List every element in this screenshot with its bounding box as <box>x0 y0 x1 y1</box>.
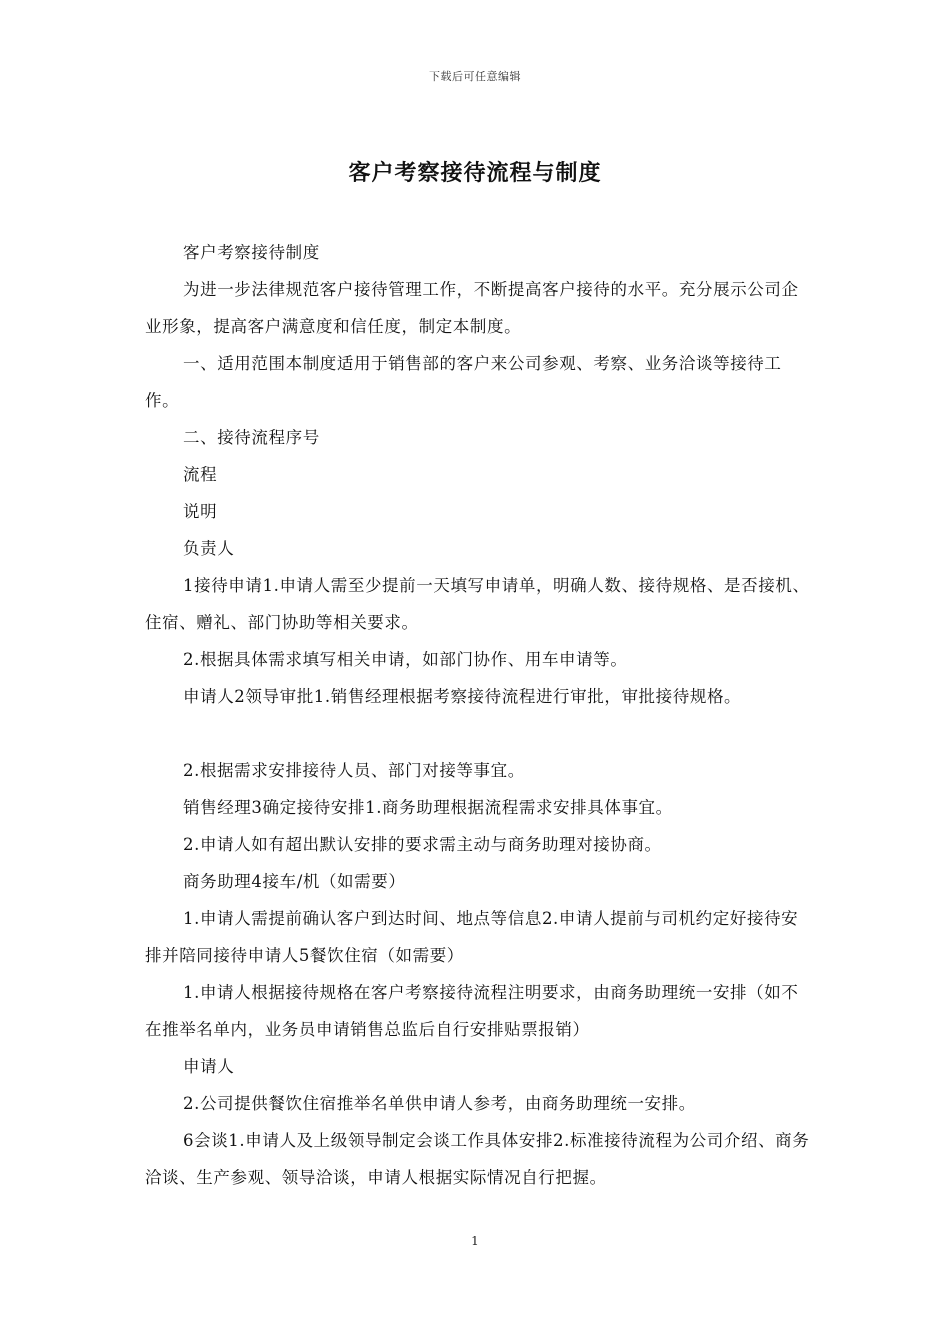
paragraph: 申请人 <box>183 1057 235 1076</box>
paragraph: 6会谈1.申请人及上级领导制定会谈工作具体安排2.标准接待流程为公司介绍、商务洽谈、生产参观、领导洽谈，申请人根据实际情况自行把握。 <box>145 1131 810 1187</box>
paragraph: 2.根据需求安排接待人员、部门对接等事宜。 <box>183 761 525 780</box>
header-note: 下载后可任意编辑 <box>429 70 521 83</box>
paragraph: 2.申请人如有超出默认安排的要求需主动与商务助理对接协商。 <box>183 835 662 854</box>
blank-line <box>145 715 813 752</box>
paragraph: 2.根据具体需求填写相关申请，如部门协作、用车申请等。 <box>183 650 628 669</box>
paragraph: 2.公司提供餐饮住宿推举名单供申请人参考，由商务助理统一安排。 <box>183 1094 696 1113</box>
paragraph: 申请人2领导审批1.销售经理根据考察接待流程进行审批，审批接待规格。 <box>183 687 742 706</box>
paragraph: 一、适用范围本制度适用于销售部的客户来公司参观、考察、业务洽谈等接待工作。 <box>145 354 782 410</box>
paragraph: 1接待申请1.申请人需至少提前一天填写申请单，明确人数、接待规格、是否接机、住宿、赠礼、部门协助等相关要求。 <box>145 576 810 632</box>
paragraph: 负责人 <box>183 539 235 558</box>
paragraph: 说明 <box>183 502 218 521</box>
paragraph: 为进一步法律规范客户接待管理工作，不断提高客户接待的水平。充分展示公司企业形象，提高客户满意度和信任度，制定本制度。 <box>145 280 799 336</box>
document-body <box>145 234 813 1196</box>
paragraph: 1.申请人根据接待规格在客户考察接待流程注明要求，由商务助理统一安排（如不在推举名单内，业务员申请销售总监后自行安排贴票报销） <box>145 983 799 1039</box>
paragraph: 商务助理4接车/机（如需要） <box>183 872 406 891</box>
paragraph: 1.申请人需提前确认客户到达时间、地点等信息2.申请人提前与司机约定好接待安排并陪同接待申请人5餐饮住宿（如需要） <box>145 909 799 965</box>
page-number: 1 <box>471 1234 479 1248</box>
paragraph: 客户考察接待制度 <box>183 243 320 262</box>
paragraph: 销售经理3确定接待安排1.商务助理根据流程需求安排具体事宜。 <box>183 798 673 817</box>
paragraph: 流程 <box>183 465 218 484</box>
paragraph: 二、接待流程序号 <box>183 428 320 447</box>
document-title: 客户考察接待流程与制度 <box>348 160 602 186</box>
